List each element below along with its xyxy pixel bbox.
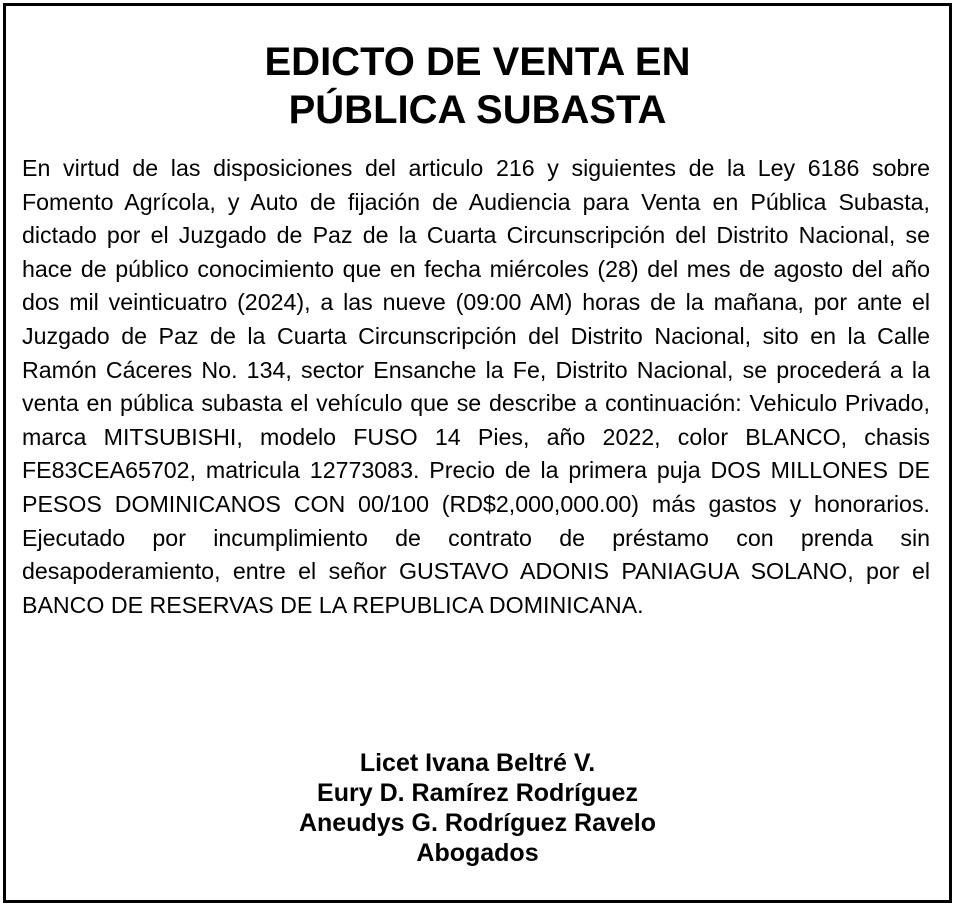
notice-title-line-2: PÚBLICA SUBASTA bbox=[288, 88, 667, 132]
signatory-name: Aneudys G. Rodríguez Ravelo bbox=[298, 809, 656, 837]
signatory-role: Abogados bbox=[416, 839, 539, 867]
signatory-name: Eury D. Ramírez Rodríguez bbox=[317, 779, 638, 807]
notice-title-line-1: EDICTO DE VENTA EN bbox=[264, 40, 691, 84]
notice-frame bbox=[3, 3, 952, 903]
notice-body: En virtud de las disposiciones del articulo 216 y siguientes de la Ley 6186 sobre Fomento Agrícola, y Auto de fijación de Audiencia para Venta en Pública Subasta, dictado por el Juzgado de Paz de la Cuarta Circunscripción del Distrito Nacional, se hace de público conocimiento que en fecha miércoles (28) del mes de agosto del año dos mil veinticuatro (2024), a las nueve (09:00 AM) horas de la mañana, por ante el Juzgado de Paz de la Cuarta Circunscripción del Distrito Nacional, sito en la Calle Ramón Cáceres No. 134, sector Ensanche la Fe, Distrito Nacional, se procederá a la venta en pública subasta el vehículo que se describe a continuación: Vehiculo Privado, marca MITSUBISHI, modelo FUSO 14 Pies, año 2022, color BLANCO, chasis FE83CEA65702, matricula 12773083. Precio de la primera puja DOS MILLONES DE PESOS DOMINICANOS CON 00/100 (RD$2,000,000.00) más gastos y honorarios. Ejecutado por incumplimiento de contrato de préstamo con prenda sin desapoderamiento, entre el señor GUSTAVO ADONIS PANIAGUA SOLANO, por el BANCO DE RESERVAS DE LA REPUBLICA DOMINICANA. bbox=[22, 155, 930, 618]
notice-title bbox=[6, 38, 949, 134]
signature-block bbox=[6, 748, 949, 868]
signatory-name: Licet Ivana Beltré V. bbox=[359, 749, 596, 777]
